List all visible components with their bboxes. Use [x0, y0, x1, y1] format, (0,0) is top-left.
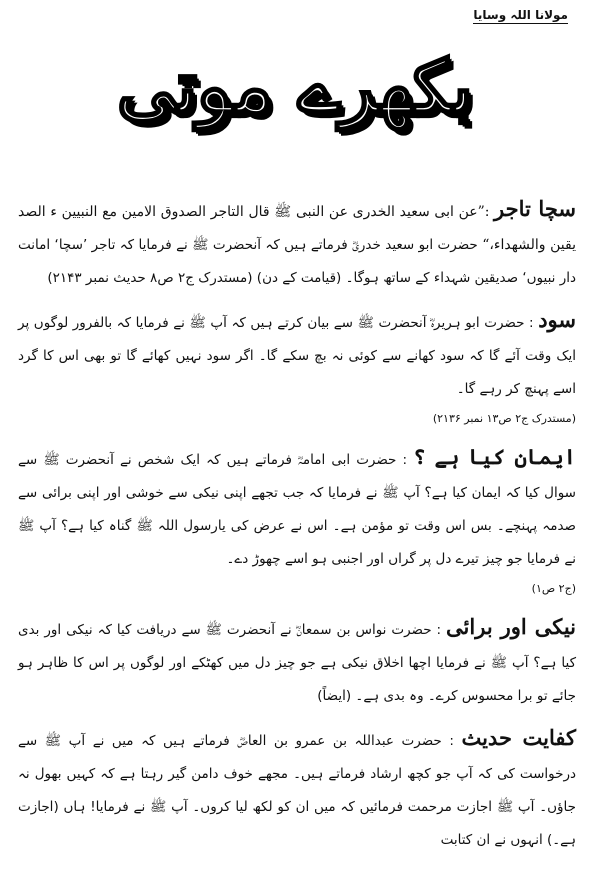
page-title: بکھرے موتی — [117, 43, 473, 129]
section-heading: سود — [538, 307, 576, 332]
section-what-is-faith — [18, 440, 576, 602]
section-good-and-evil — [18, 610, 576, 713]
section-reference: (مستدرک ج۲ ص۱۳ نمبر ۲۱۳۶) — [432, 412, 576, 425]
section-text: : حضرت عبداللہ بن عمرو بن العاصؓ فرماتے ہیں کہ میں نے آپ ﷺ سے درخواست کی کہ آپ جو کچھ ارشاد فرماتے ہیں۔ مجھے خوف دامن گیر رہتا ہے کہ کہیں بھول نہ جاؤں۔ آپ ﷺ اجازت مرحمت فرمائیں کہ میں ان کو لکھ لیا کروں۔ آپ ﷺ نے فرمایا! ہاں (اجازت ہے۔) انہوں نے ان کتابت — [18, 733, 576, 848]
title-banner — [0, 36, 590, 136]
section-heading: نیکی اور برائی — [446, 614, 576, 639]
section-text: حضرت ابو سعید خدریؓ فرماتے ہیں کہ آنحضرت ﷺ نے فرمایا کہ تاجر ’سچا‘ امانت دار نبیوں‘ صدیقین شہداء کے ساتھ ہوگا۔ (قیامت کے دن) (مستدرک ج۲ ص۸ حدیث نمبر ۲۱۴۳) — [18, 237, 576, 286]
section-text: : حضرت نواس بن سمعانؓ نے آنحضرت ﷺ سے دریافت کیا کہ نیکی اور بدی کیا ہے؟ آپ ﷺ نے فرمایا اچھا اخلاق نیکی ہے جو چیز دل میں کھٹکے اور لوگوں پر اس کا ظاہر ہو جائے تو برا محسوس کرے۔ وہ بدی ہے۔ (ایضاً) — [18, 622, 576, 704]
section-text: : حضرت ابو ہریرہؓ آنحضرت ﷺ سے بیان کرتے ہیں کہ آپ ﷺ نے فرمایا کہ بالفرور لوگوں پر ایک وقت آئے گا کہ سود کھانے سے کوئی نہ بچ سکے گا۔ اگر سود نہیں کھائے گا تو بھی اس کا گرد اسے پہنچ کر رہے گا۔ — [18, 315, 576, 397]
section-reference: (ج۲ ص۱) — [531, 582, 576, 595]
section-heading: ایمان کیا ہے ؟ — [413, 444, 576, 469]
section-writing-hadith — [18, 721, 576, 857]
section-interest — [18, 303, 576, 432]
section-heading: سچا تاجر — [494, 196, 576, 221]
section-heading: کفایت حدیث — [461, 725, 576, 750]
section-truthful-trader — [18, 192, 576, 295]
article-body — [18, 192, 576, 857]
arabic-hadith: :”عن ابی سعید الخدری عن النبی ﷺ قال التاجر الصدوق الامین مع النبیین ء الصد یقین والشھداء،“ — [18, 204, 577, 253]
section-text: : حضرت ابی امامہؓ فرماتے ہیں کہ ایک شخص نے آنحضرت ﷺ سے سوال کیا کہ ایمان کیا ہے؟ آپ ﷺ نے فرمایا کہ جب تجھے اپنی نیکی سے خوشی اور اپنی برائی سے صدمہ پہنچے۔ بس اس وقت تو مؤمن ہے۔ اس نے عرض کی یارسول اللہ ﷺ گناہ کیا ہے؟ آپ ﷺ نے فرمایا جو چیز تیرے دل پر گراں اور اجنبی ہو اسے چھوڑ دے۔ — [18, 452, 576, 567]
author-name: مولانا اللہ وسایا — [473, 8, 568, 22]
